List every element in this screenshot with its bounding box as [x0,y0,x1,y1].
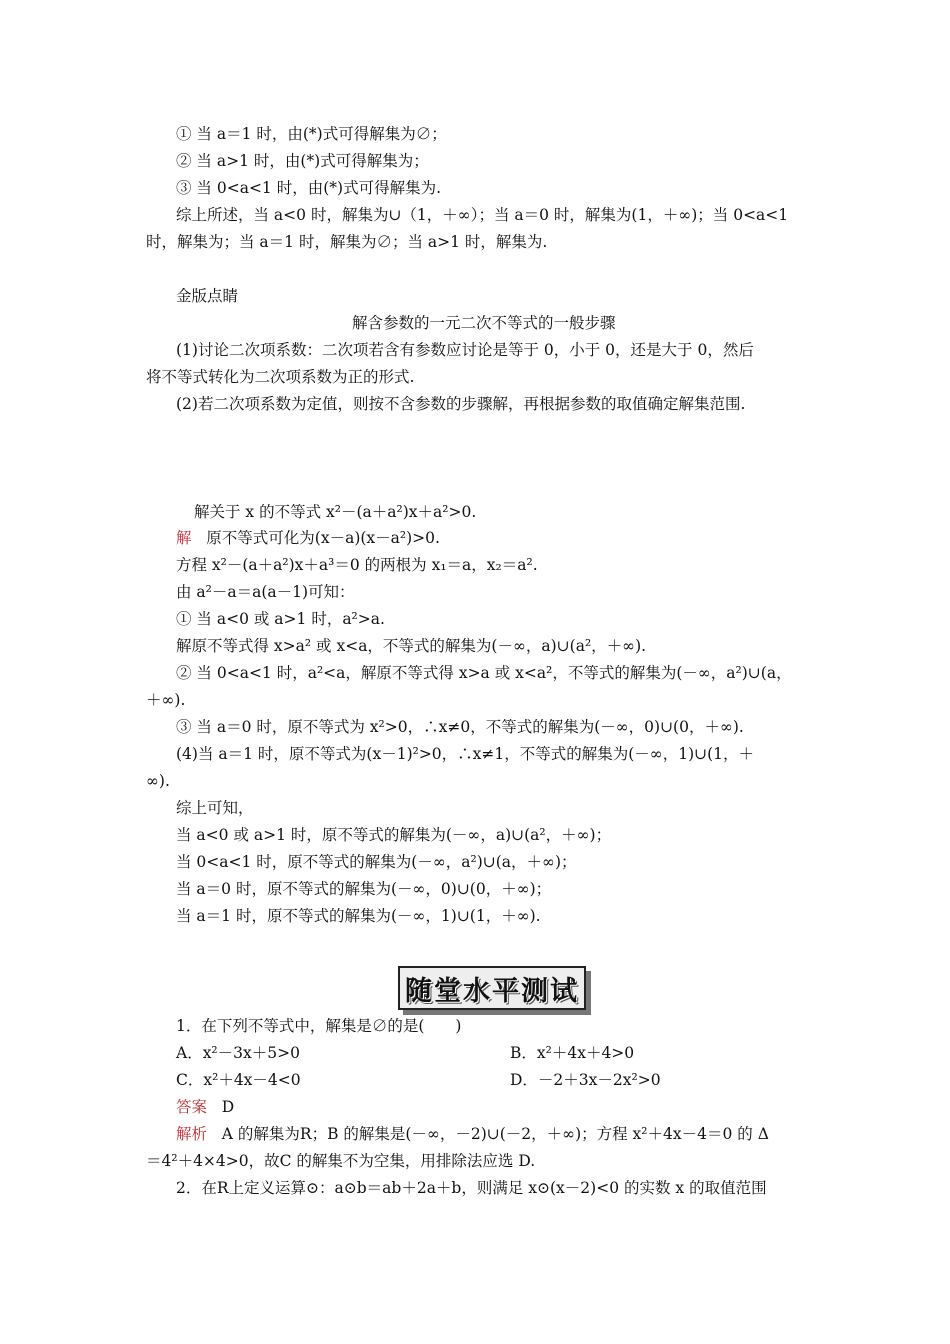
case-3: ③ 当 0<a<1 时，由(*)式可得解集为. [176,179,441,197]
summary-line-2: 时，解集为；当 a＝1 时，解集为∅；当 a>1 时，解集为. [146,233,548,251]
answer-value: D [221,1098,235,1116]
solution-line: 综上可知， [176,799,254,817]
example-problem: 解关于 x 的不等式 x²－(a＋a²)x＋a²>0. [194,503,477,521]
q1-option-b: B．x²＋4x＋4>0 [510,1044,635,1062]
solution-label: 解 [176,529,192,547]
solution-line: 当 a＝1 时，原不等式的解集为(－∞，1)∪(1，＋∞). [176,907,541,925]
q1-option-a: A．x²－3x＋5>0 [176,1044,300,1062]
case-2: ② 当 a>1 时，由(*)式可得解集为； [176,152,429,170]
q1-option-d: D．－2＋3x－2x²>0 [510,1071,661,1089]
tip-step-2: (2)若二次项系数为定值，则按不含参数的步骤解，再根据参数的取值确定解集范围. [176,395,746,413]
solution-line: 当 0<a<1 时，原不等式的解集为(－∞，a²)∪(a，＋∞)； [176,853,577,871]
answer-label: 答案 [176,1098,208,1116]
solution-line: (4)当 a＝1 时，原不等式为(x－1)²>0，∴x≠1，不等式的解集为(－∞，1)∪(1，＋ [176,745,755,763]
tip-label: 金版点睛 [176,287,239,305]
q1-analysis [176,1124,769,1144]
solution-line: ③ 当 a＝0 时，原不等式为 x²>0，∴x≠0，不等式的解集为(－∞，0)∪(0，＋∞). [176,718,744,736]
solution-line: ∞). [146,772,170,790]
solution-line: ② 当 0<a<1 时，a²<a，解原不等式得 x>a 或 x<a²，不等式的解集为(－∞，a²)∪(a， [176,664,792,682]
solution-line: 解原不等式得 x>a² 或 x<a，不等式的解集为(－∞，a)∪(a²，＋∞). [176,637,647,655]
example-solution-first [176,528,440,548]
solution-line: 原不等式可化为(x－a)(x－a²)>0. [206,529,440,547]
tip-title: 解含参数的一元二次不等式的一般步骤 [352,314,616,332]
analysis-line-1: A 的解集为R；B 的解集是(－∞，－2)∪(－2，＋∞)；方程 x²＋4x－4＝0 的 Δ [221,1125,769,1143]
summary-line-1: 综上所述，当 a<0 时，解集为∪（1，＋∞）；当 a＝0 时，解集为(1，＋∞)；当 0<a<1 [176,206,789,224]
solution-line: 当 a<0 或 a>1 时，原不等式的解集为(－∞，a)∪(a²，＋∞)； [176,826,612,844]
solution-line: 当 a＝0 时，原不等式的解集为(－∞，0)∪(0，＋∞)； [176,880,552,898]
analysis-label: 解析 [176,1125,208,1143]
section-title-banner: 随堂水平测试 [398,966,586,1010]
solution-line: 方程 x²－(a＋a²)x＋a³＝0 的两根为 x₁＝a，x₂＝a². [176,556,538,574]
tip-step-1-line-2: 将不等式转化为二次项系数为正的形式. [146,368,415,386]
analysis-line-2: ＝4²＋4×4>0，故C 的解集不为空集，用排除法应选 D. [146,1152,536,1170]
q1-option-c: C．x²＋4x－4<0 [176,1071,301,1089]
q1-answer [176,1097,234,1117]
solution-line: 由 a²－a＝a(a－1)可知： [176,583,355,601]
case-1: ① 当 a＝1 时，由(*)式可得解集为∅； [176,125,447,143]
tip-step-1-line-1: (1)讨论二次项系数：二次项若含有参数应讨论是等于 0，小于 0，还是大于 0，然后 [176,341,754,359]
solution-line: ① 当 a<0 或 a>1 时，a²>a. [176,610,385,628]
solution-line: ＋∞). [146,691,186,709]
q1-stem: 1．在下列不等式中，解集是∅的是( ) [176,1017,462,1035]
q2-stem: 2．在R上定义运算⊙：a⊙b＝ab＋2a＋b，则满足 x⊙(x－2)<0 的实数 x 的取值范围 [176,1179,767,1197]
